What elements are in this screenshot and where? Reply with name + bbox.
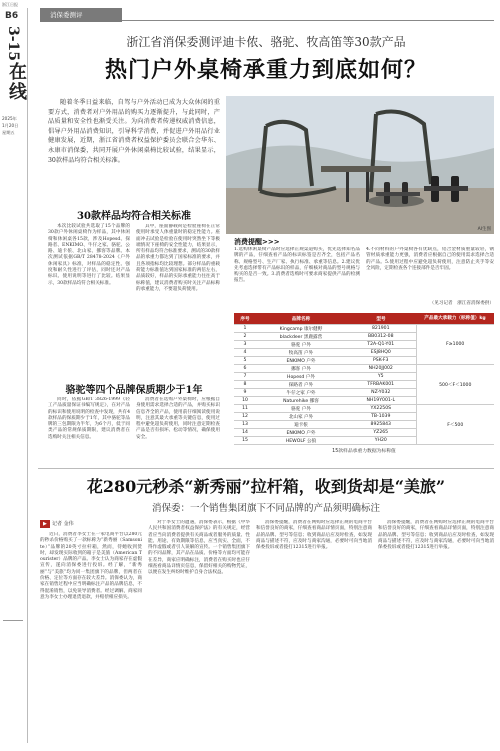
table-cell: 15: [234, 437, 256, 445]
table-cell: 11: [234, 405, 256, 413]
table-header-cell: 型号: [346, 313, 416, 325]
table-cell: NH19Y001-L: [346, 397, 416, 405]
byline-tag: ▶: [40, 520, 50, 528]
section-tag: 消保委测评: [40, 8, 122, 22]
side-strip: [0, 0, 28, 751]
photo-illustration: [226, 96, 494, 234]
table-cell: 牧高笛 户外: [256, 349, 346, 357]
table-cell: 821901: [346, 325, 416, 333]
table-cell: ENKIMO 户外: [256, 357, 346, 365]
table-cell: HEWOLF 公狼: [256, 437, 346, 445]
article2-body-col3: 消保委提醒，消费者在网购时应选择正规的电商平台和信誉良好的商家，仔细查看商品详情页面，特别注意商品的品牌、型号等信息；收到商品后应及时检查，如发现商品与描述不符，应及时与商家沟通，必要时可向当地消保委投诉或者拨打12315进行举报。: [256, 520, 372, 551]
table-cell: NH20JJ002: [346, 365, 416, 373]
table-value-cell: F＜500: [416, 405, 494, 445]
table-cell: Naturehike 挪客: [256, 397, 346, 405]
table-cell: 3: [234, 341, 256, 349]
tips-title: 消费提醒>>>: [234, 238, 280, 246]
article2-body-col1: 近日，消费者李女士在一家电商平台以280元的秒杀价格购买了一款标称为“新秀丽（Samsonite）”品牌的20英寸拉杆箱，然而，待她收到货时，却发现实际收到的箱子是美旅（American Tourister）品牌的产品。李女士认为商家存在虚假宣传，遂向消保委进行投诉。经了解，“新秀丽”与“美旅”均为同一集团旗下的品牌，但两者在价格、定位等方面存在较大差异。消保委认为，商家在销售过程中应当明确标注产品的品牌信息，不得混淆销售，以免误导消费者。经过调解，商家同意为李女士办理退货退款，并赔偿相应损失。: [40, 532, 142, 600]
camping-chairs-photo: [226, 96, 494, 234]
article1-subhead-2: 骆驼等四个品牌保质期少于1年: [65, 385, 203, 396]
table-cell: YH20: [346, 437, 416, 445]
article1-headline: 热门户外桌椅承重力到底如何？: [104, 57, 427, 83]
table-cell: 挪客 户外: [256, 365, 346, 373]
table-cell: 8: [234, 381, 256, 389]
table-cell: 迪卡侬: [256, 421, 346, 429]
table-row: [234, 405, 494, 413]
table-cell: ENKIMO 户外: [256, 429, 346, 437]
table-cell: 7: [234, 373, 256, 381]
table-cell: 9: [234, 389, 256, 397]
table-cell: 13: [234, 421, 256, 429]
table-value-cell: F≥1000: [416, 325, 494, 365]
table-cell: TFRBAK001: [346, 381, 416, 389]
page-number: B6: [5, 11, 19, 21]
article1-kicker: 浙江省消保委测评迪卡侬、骆驼、牧高笛等30款产品: [126, 35, 406, 49]
article2-body-col2: 对于李女士的遭遇，消保委表示，根据《中华人民共和国消费者权益保护法》的有关规定，经营者应当向消费者提供有关商品或者服务的质量、性能、用途、有效期限等信息，应当真实、全面，不得作虚假或者引人误解的宣传。一个销售集团旗下的不同品牌，其产品在品质、价格等方面均可能存在差异，商家应明确标注，消费者在购买时也应仔细查看商品详情页信息，保留好相关的购物凭证，以便在发生纠纷时维护自身合法权益。: [148, 520, 250, 576]
table-row: [234, 365, 494, 373]
table-cell: 10: [234, 397, 256, 405]
article2-subhead: 消保委：一个销售集团旗下不同品牌的产品须明确标注: [151, 503, 380, 514]
table-cell: 8925843: [346, 421, 416, 429]
table-cell: TB-1039: [346, 413, 416, 421]
table-cell: 北山家 户外: [256, 413, 346, 421]
article1-body-col2: 其中，座面静载荷是检验座椅在正常使用时承受人体重量时的稳定性能力。座面冲击试验是检验在使用时突然坐下等极端情况下座椅的安全性能力，结果显示，所有样品均符合标准要求，测试的30款样品的承重力都达到了国家标准的要求，并且各项指标均比较理想。部分样品的重载荷能力标准值达到国家标准的两倍左右，品质较好，样品的实际承重能力往往高于标称值，建议消费者购买时关注产品标称的承重能力，不要超负荷使用。: [136, 224, 220, 292]
table-cell: 牛仔之家 户外: [256, 389, 346, 397]
table-cell: 骆驼 户外: [256, 341, 346, 349]
article2-headline: 花280元秒杀“新秀丽”拉杆箱，收到货却是“美旅”: [86, 477, 446, 496]
article1-body-2-col1: 同时，依据GB/T 3826-1999《轻工产品质量保证书编写规定》，在对产品的标识和使用说明的检查中发现，共有4款样品的保质期少于1年，其中骆驼等品牌的三包期限为半年，为6个月，低于同类产品的常规保质期限，建议消费者在选购时关注相关信息。: [48, 397, 130, 440]
table-cell: 12: [234, 413, 256, 421]
table-cell: Kingcamp 康尔健野: [256, 325, 346, 333]
tips-col1: 1.选购休闲桌椅产品时应选择正规渠道购买，优先选择知名品牌的产品，仔细查看产品的标识标签是否齐全，包括产品名称、规格型号、生产厂家、执行标准、承重等信息。2.建议优先考虑选择带有产品标识的样品，仔细核对商品的型号规格与购买的是否一致。3.消费者选购时可要求商家提供产品的检测报告。: [234, 247, 360, 284]
product-table-wrap: [234, 313, 494, 454]
table-cell: PSK-F3: [346, 357, 416, 365]
table-header-cell: 产品最大承载力（标称值）kg: [416, 313, 494, 325]
date-range: 3-15: [5, 26, 21, 62]
tips-source: （见习记者 浙江省消保委供）: [429, 301, 494, 306]
table-cell: Hopesd 户外: [256, 373, 346, 381]
article1-subhead-1: 30款样品均符合相关标准: [77, 211, 191, 222]
table-footnote: 15款样品承重力数据为标称值: [332, 449, 396, 454]
table-cell: 骆驼 户外: [256, 405, 346, 413]
tips-col2: 4.不同材料的户外桌椅各有优缺点，铝合金材质重量较轻，钢管材质承重能力更强，消费者应根据自己的使用需求选择合适的产品。5.使用过程中应避免超负荷使用，注意防止夹手等安全风险，定期检查各个连接部件是否牢固。: [366, 247, 494, 271]
table-cell: T2A-Q1-Y01: [346, 341, 416, 349]
article1-lede: 随着冬季日益来临，自驾与户外活动已成为大众休闲的重要方式，消费者对户外用品的购买力逐渐提升，与此同时，产品质量和安全性也渐受关注。为向消费者传递权威消费信息，倡导户外用品消费知识，引导科学消费，并促进户外用品行业健康发展，近期，浙江省消费者权益保护委员会联合会华东、永康市消保委，共同开展户外休闲桌椅比较试验，结果显示，30款样品均符合相关标准。: [48, 99, 220, 164]
table-cell: 5: [234, 357, 256, 365]
article2-body-col4: 消保委提醒，消费者在网购时应选择正规的电商平台和信誉良好的商家，仔细查看商品详情页面，特别注意商品的品牌、型号等信息；收到商品后应及时检查，如发现商品与描述不符，应及时与商家沟通，必要时可向当地消保委投诉或者拨打12315进行举报。: [378, 520, 494, 551]
table-cell: 1: [234, 325, 256, 333]
table-cell: blackdeer 黑鹿露营: [256, 333, 346, 341]
table-cell: 14: [234, 429, 256, 437]
table-cell: 2: [234, 333, 256, 341]
table-value-cell: 500＜F＜1000: [416, 365, 494, 405]
table-row: [234, 325, 494, 333]
table-cell: BB0312-08: [346, 333, 416, 341]
table-cell: 4: [234, 349, 256, 357]
table-cell: ESJ8HQ0: [346, 349, 416, 357]
table-cell: 探路者 户外: [256, 381, 346, 389]
article1-body-2-col2: 消费者在选购户外桌椅时，应根据自身使用需求选择合适的产品，并购买标识信息齐全的产品，使用前仔细阅读使用说明，注意其最大承重等关键信息，使用过程中避免超负荷使用，同时注意定期检查产品是否有损坏、松动等情况，确保使用安全。: [136, 397, 220, 440]
photo-credit: AI生图: [477, 227, 491, 232]
paper-name: 浙江日报: [2, 2, 18, 7]
byline: 记者 金伟: [52, 521, 74, 527]
article1-body-col1: 本次比较试验共选取了15个品牌的30款户外休闲桌椅作为样品，其中休闲椅和休闲桌各15款，涉及Hopesd、探路者、ENKIMO、牛仔之家、骆驼、公路、迪卡侬、北山家、挪客等品牌。本次测试依据GB/T 28478-2024《户外休闲家具》标准，对样品的稳定性、强度和耐久性进行了评估，同时还对产品标识、使用说明等进行了比较。结果显示，30款样品均符合相关标准。: [48, 224, 130, 286]
table-header-row: [234, 313, 494, 325]
table-header-cell: 品牌名称: [256, 313, 346, 325]
table-cell: NZ-Y032: [346, 389, 416, 397]
table-cell: YX2250S: [346, 405, 416, 413]
table-cell: 6: [234, 365, 256, 373]
table-cell: Y5: [346, 373, 416, 381]
table-header-cell: 序号: [234, 313, 256, 325]
tips-box: [234, 237, 494, 306]
product-table: [234, 313, 494, 445]
special-title: 在线: [6, 62, 27, 102]
table-cell: YZ265: [346, 429, 416, 437]
issue-date: 2025年 1月20日 星期五: [2, 116, 19, 135]
